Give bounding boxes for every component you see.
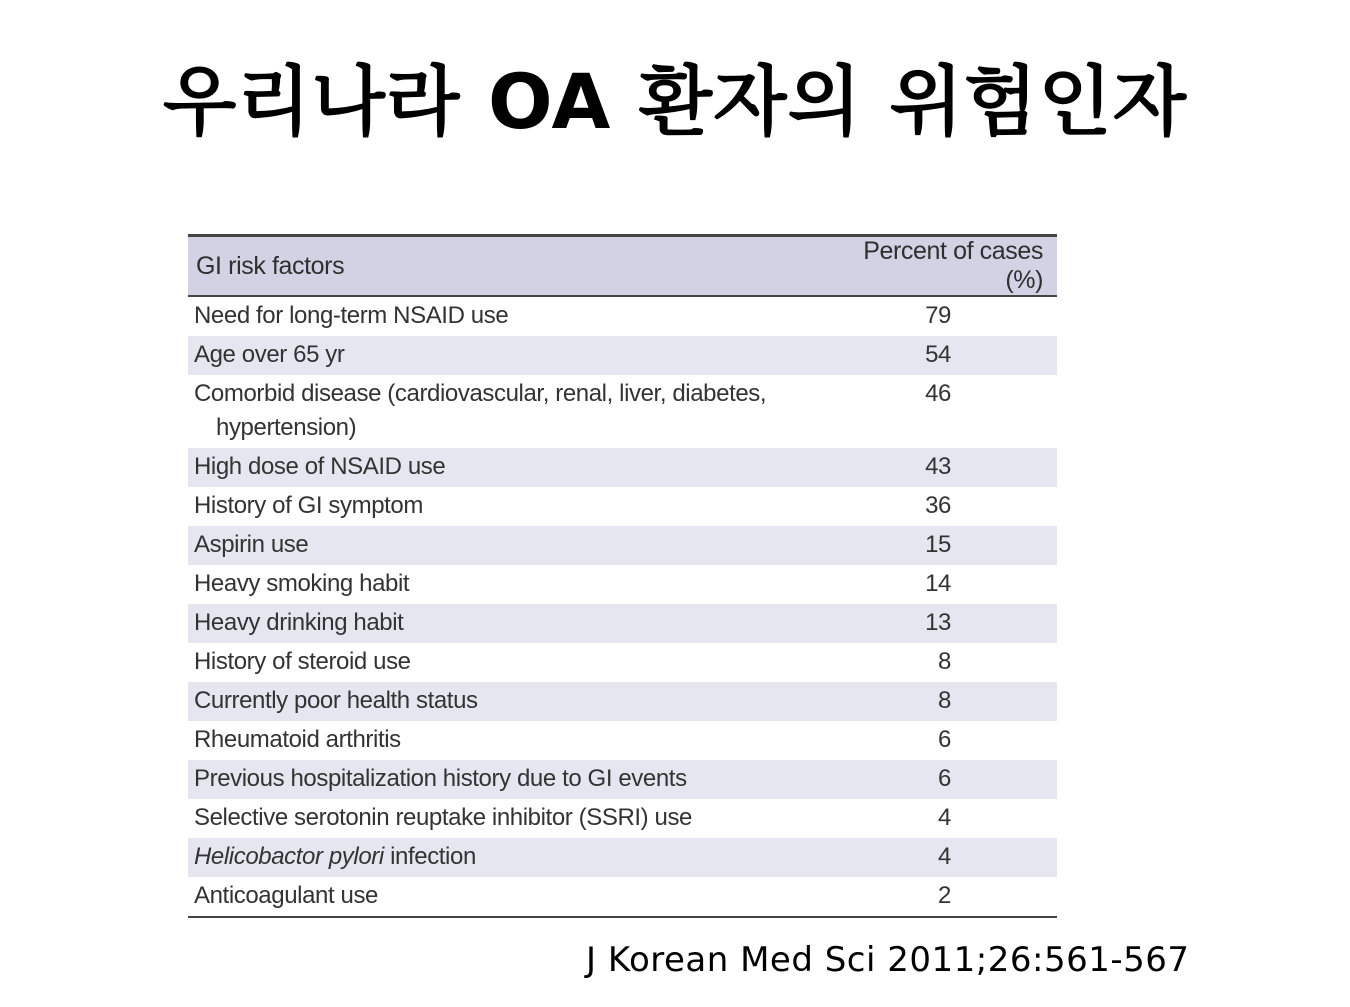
risk-factor-cell: Heavy smoking habit <box>194 570 410 597</box>
risk-factor-cell: Need for long-term NSAID use <box>194 302 509 329</box>
percent-cell: 13 <box>925 609 951 636</box>
percent-cell: 43 <box>925 453 951 480</box>
table-row <box>188 721 1057 760</box>
risk-factor-line-1: Comorbid disease (cardiovascular, renal, liver, diabetes, <box>194 380 767 407</box>
table-row <box>188 604 1057 643</box>
risk-factor-cell: Aspirin use <box>194 531 309 558</box>
risk-factor-cell <box>188 375 825 448</box>
table-row <box>188 448 1057 487</box>
risk-factor-cell: Selective serotonin reuptake inhibitor (SSRI) use <box>194 804 692 831</box>
percent-cell: 6 <box>938 726 951 753</box>
risk-factor-italic-part: Helicobactor pylori <box>194 843 384 870</box>
risk-factor-cell: Previous hospitalization history due to GI events <box>194 765 687 792</box>
risk-factor-cell: Anticoagulant use <box>188 877 825 917</box>
table-row <box>188 682 1057 721</box>
risk-factor-cell <box>188 838 825 877</box>
percent-cell: 79 <box>925 302 951 329</box>
slide-title: 우리나라 OA 환자의 위험인자 <box>162 57 1188 146</box>
percent-cell: 8 <box>938 648 951 675</box>
risk-factor-line-2: hypertension) <box>216 414 357 441</box>
header-percent-of-cases: Percent of cases (%) <box>825 236 1057 297</box>
percent-cell: 8 <box>938 687 951 714</box>
citation: J Korean Med Sci 2011;26:561-567 <box>586 940 1190 980</box>
risk-factor-rest: infection <box>383 843 476 870</box>
header-gi-risk-factors: GI risk factors <box>188 236 825 297</box>
table-row <box>188 838 1057 877</box>
table-header-row <box>188 236 1057 297</box>
risk-factor-cell: History of GI symptom <box>194 492 423 519</box>
percent-cell: 46 <box>925 380 951 407</box>
table-row <box>188 799 1057 838</box>
table-row <box>188 760 1057 799</box>
risk-factor-table <box>188 234 1057 918</box>
table-row <box>188 336 1057 375</box>
table-row <box>188 375 1057 448</box>
percent-cell: 4 <box>938 843 951 870</box>
percent-cell: 54 <box>925 341 951 368</box>
table-row <box>188 643 1057 682</box>
percent-cell: 2 <box>825 877 1057 917</box>
percent-cell: 6 <box>938 765 951 792</box>
table-row <box>188 296 1057 336</box>
table-row <box>188 526 1057 565</box>
risk-factor-cell: High dose of NSAID use <box>194 453 446 480</box>
percent-cell: 15 <box>925 531 951 558</box>
risk-factor-cell: Rheumatoid arthritis <box>194 726 401 753</box>
percent-cell: 4 <box>938 804 951 831</box>
table-row <box>188 565 1057 604</box>
table-row <box>188 487 1057 526</box>
percent-cell: 36 <box>925 492 951 519</box>
risk-factor-cell: History of steroid use <box>194 648 411 675</box>
risk-factor-cell: Age over 65 yr <box>194 341 345 368</box>
percent-cell: 14 <box>925 570 951 597</box>
risk-factor-cell: Currently poor health status <box>194 687 478 714</box>
risk-factor-cell: Heavy drinking habit <box>194 609 404 636</box>
table-row <box>188 877 1057 917</box>
